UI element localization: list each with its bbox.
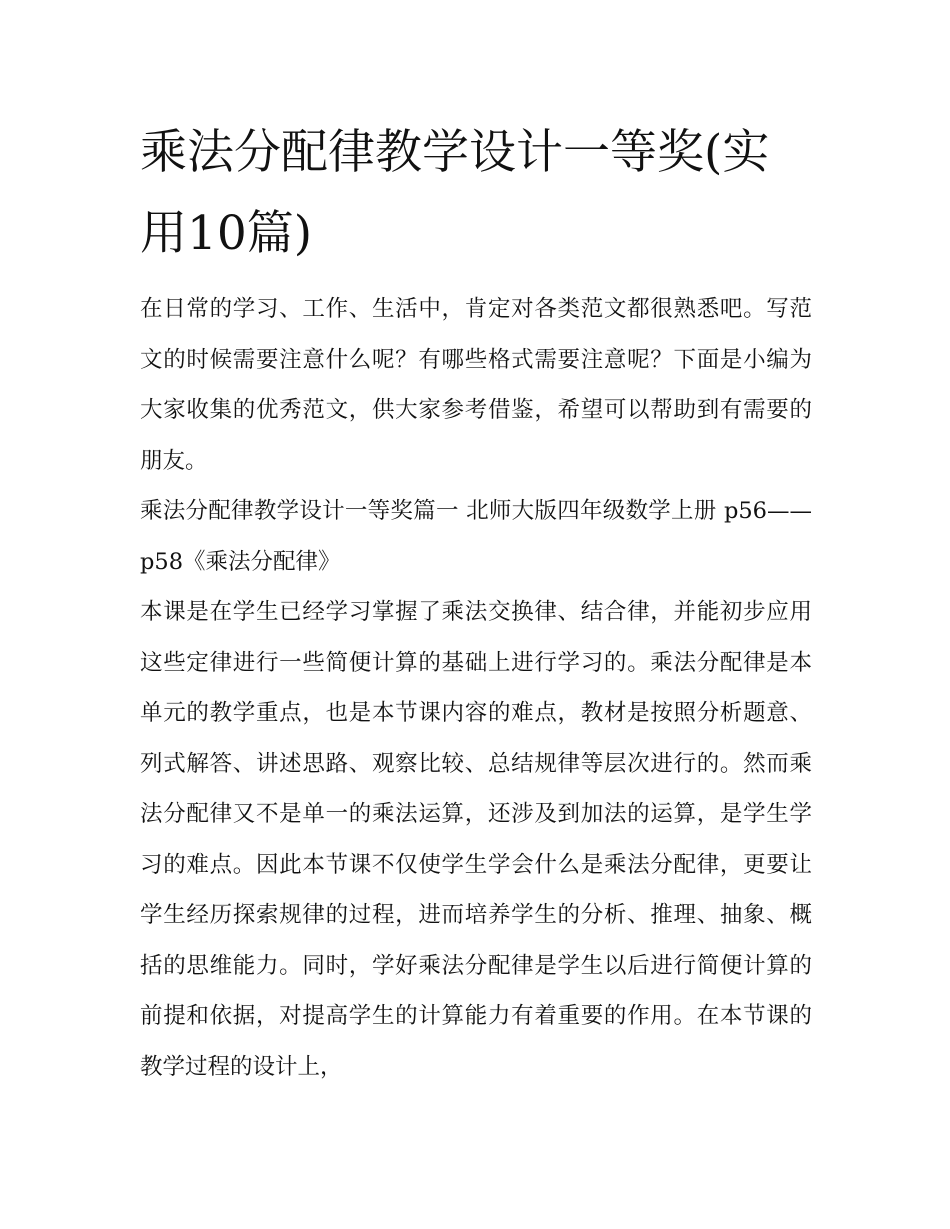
body-paragraph: 本课是在学生已经学习掌握了乘法交换律、结合律，并能初步应用这些定律进行一些简便计算的基础上进行学习的。乘法分配律是本单元的教学重点，也是本节课内容的难点，教材是按照分析题意、列式解答、讲述思路、观察比较、总结规律等层次进行的。然而乘法分配律又不是单一的乘法运算，还涉及到加法的运算，是学生学习的难点。因此本节课不仅使学生学会什么是乘法分配律，更要让学生经历探索规律的过程，进而培养学生的分析、推理、抽象、概括的思维能力。同时，学好乘法分配律是学生以后进行简便计算的前提和依据，对提高学生的计算能力有着重要的作用。在本节课的教学过程的设计上， [140, 599, 812, 1080]
section-heading-paragraph: 乘法分配律教学设计一等奖篇一 北师大版四年级数学上册 p56——p58《乘法分配律》 [140, 498, 812, 575]
intro-paragraph: 在日常的学习、工作、生活中，肯定对各类范文都很熟悉吧。写范文的时候需要注意什么呢？有哪些格式需要注意呢？下面是小编为大家收集的优秀范文，供大家参考借鉴，希望可以帮助到有需要的朋友。 [140, 296, 812, 474]
document-body [140, 112, 812, 1092]
document-title: 乘法分配律教学设计一等奖(实用10篇) [140, 125, 770, 261]
